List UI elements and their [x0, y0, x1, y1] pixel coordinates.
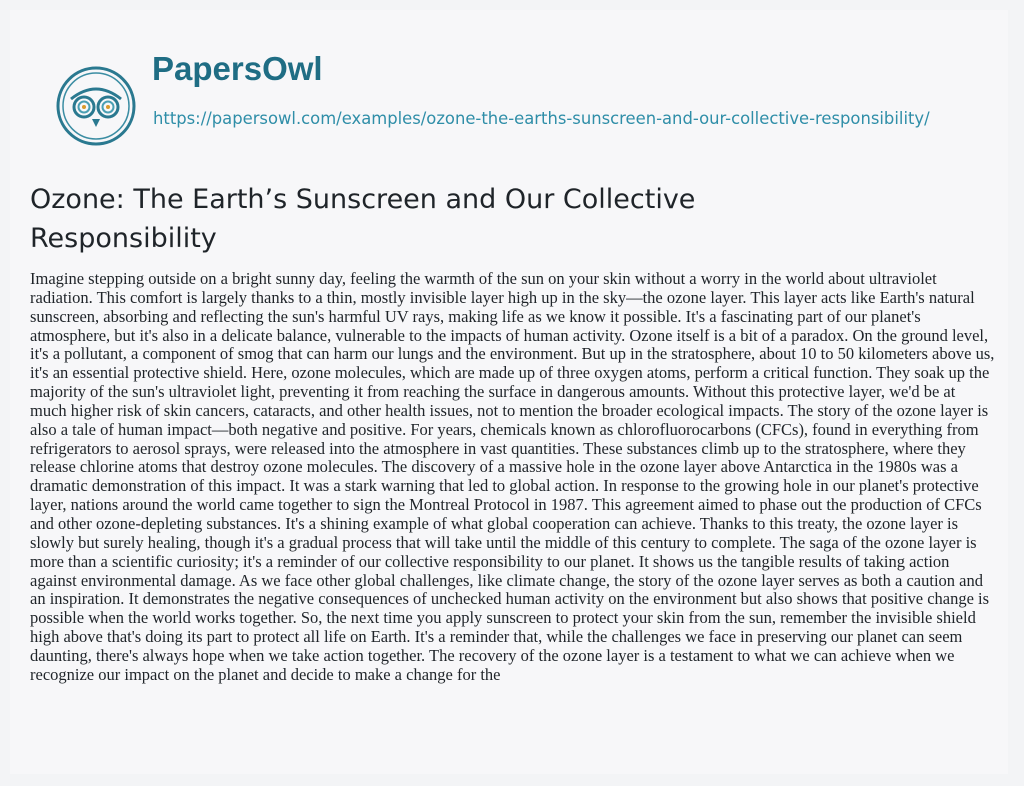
source-url-link[interactable]: https://papersowl.com/examples/ozone-the-earths-sunscreen-and-our-collective-responsibility/	[153, 109, 930, 128]
owl-logo-icon	[55, 65, 137, 147]
brand-name: PapersOwl	[152, 50, 323, 87]
document-page	[10, 10, 1008, 774]
site-header	[55, 47, 955, 167]
essay-body: Imagine stepping outside on a bright sunny day, feeling the warmth of the sun on your skin without a worry in the world about ultraviolet radiation. This comfort is largely thanks to a thin, mostly invisible layer high up in the sky—the ozone layer. This layer acts like Earth's natural sunscreen, absorbing and reflecting the sun's harmful UV rays, making life as we know it possible. It's a fascinating part of our planet's atmosphere, but it's also in a delicate balance, vulnerable to the impacts of human activity. Ozone itself is a bit of a paradox. On the ground level, it's a pollutant, a component of smog that can harm our lungs and the environment. But up in the stratosphere, about 10 to 50 kilometers above us, it's an essential protective shield. Here, ozone molecules, which are made up of three oxygen atoms, perform a critical function. They soak up the majority of the sun's ultraviolet light, preventing it from reaching the surface in dangerous amounts. Without this protective layer, we'd be at much higher risk of skin cancers, cataracts, and other health issues, not to mention the broader ecological impacts. The story of the ozone layer is also a tale of human impact—both negative and positive. For years, chemicals known as chlorofluorocarbons (CFCs), found in everything from refrigerators to aerosol sprays, were released into the atmosphere in vast quantities. These substances climb up to the stratosphere, where they release chlorine atoms that destroy ozone molecules. The discovery of a massive hole in the ozone layer above Antarctica in the 1980s was a dramatic demonstration of this impact. It was a stark warning that led to global action. In response to the growing hole in our planet's protective layer, nations around the world came together to sign the Montreal Protocol in 1987. This agreement aimed to phase out the production of CFCs and other ozone-depleting substances. It's a shining example of what global cooperation can achieve. Thanks to this treaty, the ozone layer is slowly but surely healing, though it's a gradual process that will take until the middle of this century to complete. The saga of the ozone layer is more than a scientific curiosity; it's a reminder of our collective responsibility to our planet. It shows us the tangible results of taking action against environmental damage. As we face other global challenges, like climate change, the story of the ozone layer serves as both a caution and an inspiration. It demonstrates the negative consequences of unchecked human activity on the environment but also shows that positive change is possible when the world works together. So, the next time you apply sunscreen to protect your skin from the sun, remember the invisible shield high above that's doing its part to protect all life on Earth. It's a reminder that, while the challenges we face in preserving our planet can seem daunting, there's always hope when we take action together. The recovery of the ozone layer is a testament to what we can achieve when we recognize our impact on the planet and decide to make a change for the	[30, 269, 995, 684]
essay-title: Ozone: The Earth’s Sunscreen and Our Collective Responsibility	[30, 184, 696, 254]
